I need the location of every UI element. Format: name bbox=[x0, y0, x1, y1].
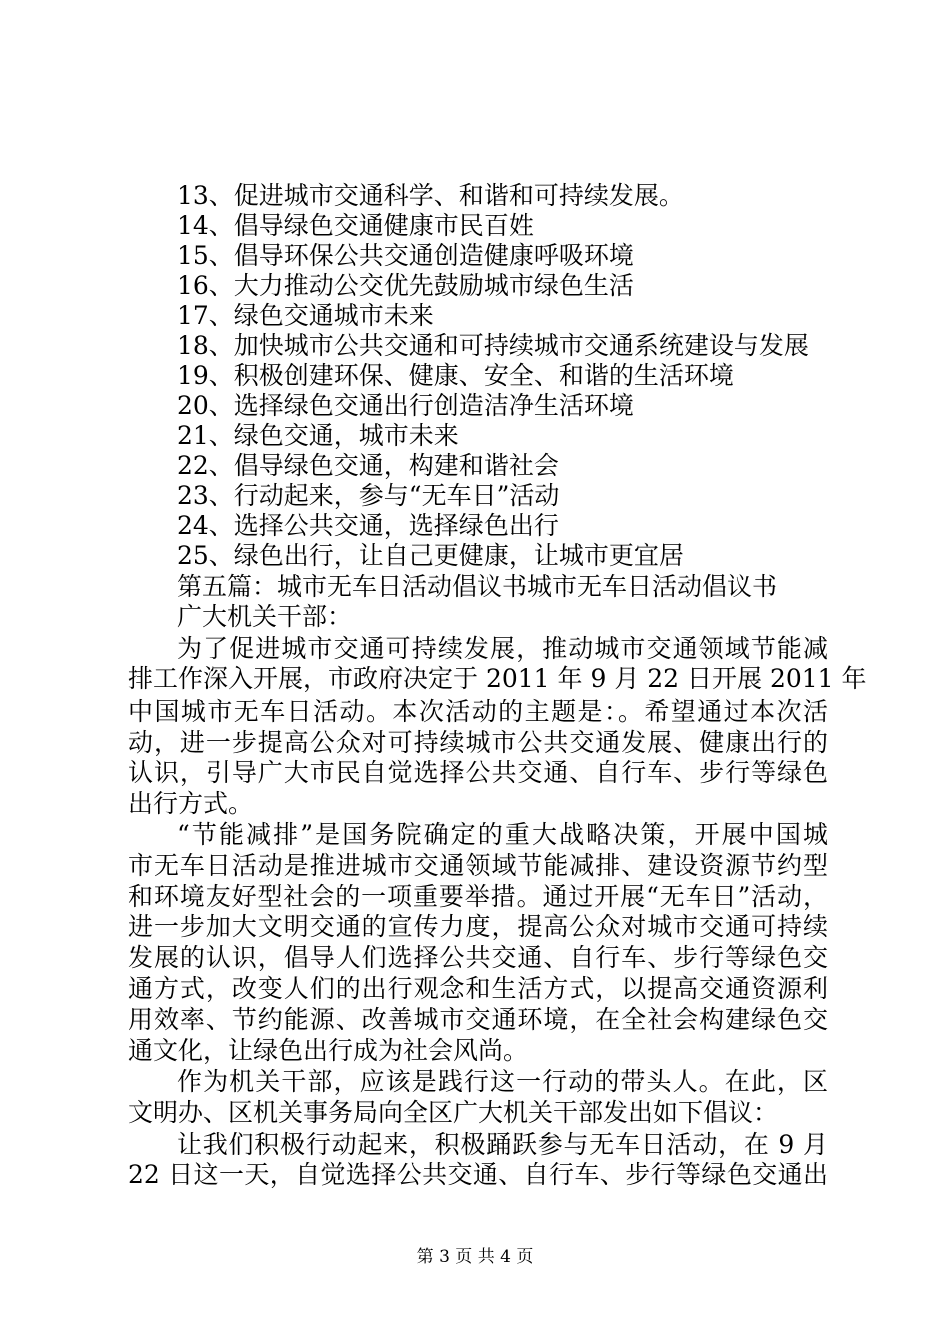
body-line: 出行方式。 bbox=[128, 789, 254, 818]
body-line: 市无车日活动是推进城市交通领域节能减排、建设资源节约型 bbox=[128, 851, 828, 880]
slogan-line: 24、选择公共交通，选择绿色出行 bbox=[177, 511, 559, 540]
body-line: 22 日这一天，自觉选择公共交通、自行车、步行等绿色交通出 bbox=[128, 1160, 828, 1189]
section-title: 第五篇：城市无车日活动倡议书城市无车日活动倡议书 bbox=[177, 572, 778, 601]
slogan-line: 15、倡导环保公共交通创造健康呼吸环境 bbox=[177, 241, 634, 270]
slogan-line: 18、加快城市公共交通和可持续城市交通系统建设与发展 bbox=[177, 331, 809, 360]
slogan-line: 14、倡导绿色交通健康市民百姓 bbox=[177, 211, 534, 240]
salutation: 广大机关干部： bbox=[177, 602, 353, 631]
slogan-line: 22、倡导绿色交通，构建和谐社会 bbox=[177, 451, 559, 480]
page-footer: 第 3 页 共 4 页 bbox=[416, 1247, 534, 1267]
body-line: 进一步加大文明交通的宣传力度，提高公众对城市交通可持续 bbox=[128, 912, 828, 941]
body-line: 通方式，改变人们的出行观念和生活方式，以提高交通资源利 bbox=[128, 974, 828, 1003]
body-line: 用效率、节约能源、改善城市交通环境，在全社会构建绿色交 bbox=[128, 1005, 828, 1034]
body-line: 排工作深入开展，市政府决定于 2011 年 9 月 22 日开展 2011 年 bbox=[128, 664, 867, 693]
body-line: 和环境友好型社会的一项重要举措。通过开展“无车日”活动， bbox=[128, 882, 828, 911]
body-line: 中国城市无车日活动。本次活动的主题是：。希望通过本次活 bbox=[128, 697, 828, 726]
slogan-line: 23、行动起来，参与“无车日”活动 bbox=[177, 481, 560, 510]
body-line: 让我们积极行动起来，积极踊跃参与无车日活动，在 9 月 bbox=[177, 1130, 828, 1159]
body-line: 认识，引导广大市民自觉选择公共交通、自行车、步行等绿色 bbox=[128, 758, 828, 787]
slogan-line: 20、选择绿色交通出行创造洁净生活环境 bbox=[177, 391, 634, 420]
body-line: 通文化，让绿色出行成为社会风尚。 bbox=[128, 1036, 529, 1065]
body-line: 发展的认识，倡导人们选择公共交通、自行车、步行等绿色交 bbox=[128, 943, 828, 972]
slogan-line: 21、绿色交通，城市未来 bbox=[177, 421, 459, 450]
slogan-line: 13、促进城市交通科学、和谐和可持续发展。 bbox=[177, 181, 684, 210]
body-line: “节能减排”是国务院确定的重大战略决策，开展中国城 bbox=[177, 820, 828, 849]
slogan-line: 19、积极创建环保、健康、安全、和谐的生活环境 bbox=[177, 361, 734, 390]
slogan-line: 17、绿色交通城市未来 bbox=[177, 301, 434, 330]
slogan-line: 25、绿色出行，让自己更健康，让城市更宜居 bbox=[177, 541, 684, 570]
body-line: 文明办、区机关事务局向全区广大机关干部发出如下倡议： bbox=[128, 1098, 779, 1127]
slogan-line: 16、大力推动公交优先鼓励城市绿色生活 bbox=[177, 271, 634, 300]
body-line: 为了促进城市交通可持续发展，推动城市交通领域节能减 bbox=[177, 634, 828, 663]
body-line: 动，进一步提高公众对可持续城市公共交通发展、健康出行的 bbox=[128, 728, 828, 757]
body-line: 作为机关干部，应该是践行这一行动的带头人。在此，区 bbox=[177, 1067, 828, 1096]
